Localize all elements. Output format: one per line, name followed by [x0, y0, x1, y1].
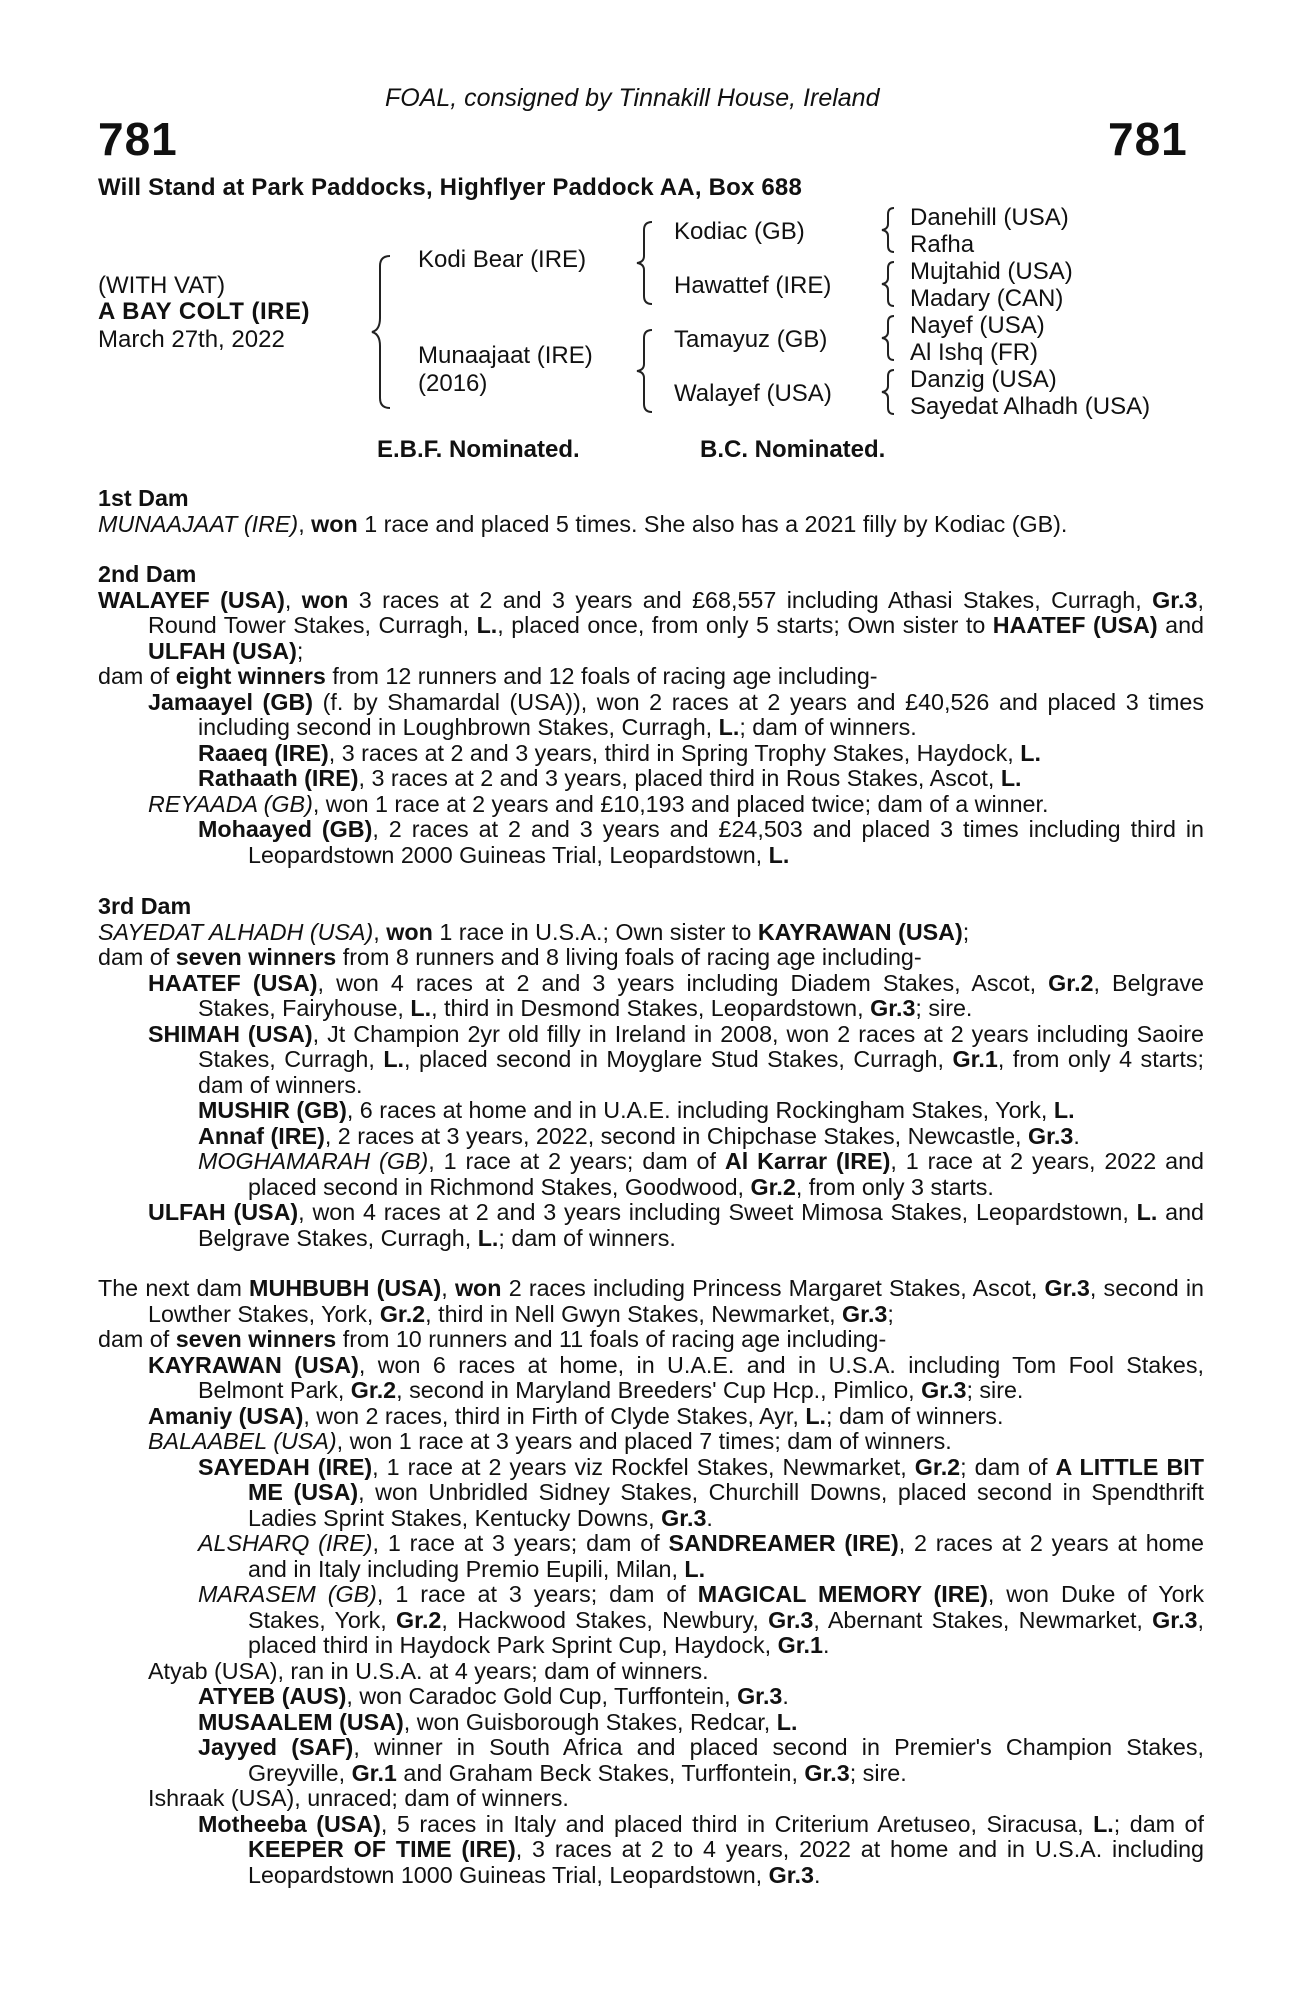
second-dam-produce-summary: dam of eight winners from 12 runners and 12 foals of racing age including-	[98, 663, 878, 689]
list-item: KAYRAWAN (USA), won 6 races at home, in U.A.E. and in U.S.A. including Tom Fool Stakes, Belmont Park, Gr.2, second in Maryland Breeders' Cup Hcp., Pimlico, Gr.3; sire.	[148, 1351, 1204, 1403]
pedigree-g1: Danehill (USA)	[910, 204, 1069, 231]
list-item: MUSAALEM (USA), won Guisborough Stakes, Redcar, L.	[198, 1708, 798, 1735]
horse-name: A BAY COLT (IRE)	[98, 298, 311, 325]
first-dam-section	[98, 486, 1204, 537]
pedigree-dam-dam: Walayef (USA)	[674, 380, 832, 407]
pedigree-g8: Sayedat Alhadh (USA)	[910, 393, 1151, 420]
pedigree-dam-year: (2016)	[418, 370, 488, 397]
first-dam-name: MUNAAJAAT (IRE)	[98, 510, 299, 537]
pedigree-g6: Al Ishq (FR)	[910, 339, 1039, 366]
next-dam-produce-summary: dam of seven winners from 10 runners and 11 foals of racing age including-	[98, 1326, 887, 1352]
pedigree-g5: Nayef (USA)	[910, 312, 1045, 339]
pedigree-brace-main	[368, 252, 398, 412]
pedigree-brace-dam	[632, 326, 662, 416]
list-item: REYAADA (GB), won 1 race at 2 years and £10,193 and placed twice; dam of a winner.	[148, 790, 1049, 817]
next-dam-section	[98, 1276, 1204, 1888]
pedigree-dam-sire: Tamayuz (GB)	[674, 326, 828, 353]
list-item: Annaf (IRE), 2 races at 3 years, 2022, second in Chipchase Stakes, Newcastle, Gr.3.	[198, 1122, 1080, 1149]
pedigree-sire-sire: Kodiac (GB)	[674, 218, 805, 245]
first-dam-entry: MUNAAJAAT (IRE), won 1 race and placed 5 times. She also has a 2021 filly by Kodiac (GB).	[98, 510, 1068, 537]
third-dam-section	[98, 894, 1204, 1251]
list-item: Raaeq (IRE), 3 races at 2 and 3 years, third in Spring Trophy Stakes, Haydock, L.	[198, 739, 1041, 766]
foaling-date: March 27th, 2022	[98, 326, 285, 353]
first-dam-heading: 1st Dam	[98, 485, 189, 511]
second-dam-entry: WALAYEF (USA), won 3 races at 2 and 3 years and £68,557 including Athasi Stakes, Curragh, Gr.3, Round Tower Stakes, Curragh, L., placed once, from only 5 starts; Own sister to HAATEF (USA) and ULFAH (USA);	[98, 586, 1204, 664]
list-item: ULFAH (USA), won 4 races at 2 and 3 years including Sweet Mimosa Stakes, Leopardstown, L. and Belgrave Stakes, Curragh, L.; dam of winners.	[148, 1199, 1205, 1251]
pedigree-sire: Kodi Bear (IRE)	[418, 246, 587, 273]
list-item: Amaniy (USA), won 2 races, third in Firth of Clyde Stakes, Ayr, L.; dam of winners.	[148, 1402, 1004, 1429]
list-item: ALSHARQ (IRE), 1 race at 3 years; dam of SANDREAMER (IRE), 2 races at 2 years at home and in Italy including Premio Eupili, Milan, L.	[198, 1530, 1205, 1582]
bc-nomination: B.C. Nominated.	[700, 436, 886, 463]
vat-note: (WITH VAT)	[98, 272, 226, 299]
third-dam-produce-summary: dam of seven winners from 8 runners and 8 living foals of racing age including-	[98, 944, 922, 970]
list-item: MARASEM (GB), 1 race at 3 years; dam of MAGICAL MEMORY (IRE), won Duke of York Stakes, York, Gr.2, Hackwood Stakes, Newbury, Gr.3, Abernant Stakes, Newmarket, Gr.3, placed third in Haydock Park Sprint Cup, Haydock, Gr.1.	[198, 1581, 1204, 1658]
second-dam-heading: 2nd Dam	[98, 561, 197, 587]
third-dam-heading: 3rd Dam	[98, 893, 192, 919]
list-item: Rathaath (IRE), 3 races at 2 and 3 years, placed third in Rous Stakes, Ascot, L.	[198, 765, 1022, 791]
pedigree-sire-dam: Hawattef (IRE)	[674, 272, 832, 299]
list-item: Ishraak (USA), unraced; dam of winners.	[148, 1785, 569, 1811]
consignment-line: FOAL, consigned by Tinnakill House, Ireland	[385, 84, 880, 112]
list-item: SHIMAH (USA), Jt Champion 2yr old filly in Ireland in 2008, won 2 races at 2 years including Saoire Stakes, Curragh, L., placed second in Moyglare Stud Stakes, Curragh, Gr.1, from only 4 starts; dam of winners.	[148, 1020, 1204, 1098]
pedigree-brace-g3	[876, 310, 900, 366]
second-dam-section	[98, 562, 1204, 868]
third-dam-entry: SAYEDAT ALHADH (USA), won 1 race in U.S.A.; Own sister to KAYRAWAN (USA);	[98, 918, 970, 945]
pedigree-g3: Mujtahid (USA)	[910, 258, 1073, 285]
pedigree-brace-sire	[632, 218, 662, 308]
pedigree-brace-g1	[876, 202, 900, 258]
list-item: Mohaayed (GB), 2 races at 2 and 3 years and £24,503 and placed 3 times including third in Leopardstown 2000 Guineas Trial, Leopardstown, L.	[198, 816, 1204, 868]
next-dam-entry: The next dam MUHBUBH (USA), won 2 races including Princess Margaret Stakes, Ascot, Gr.3, second in Lowther Stakes, York, Gr.2, third in Nell Gwyn Stakes, Newmarket, Gr.3;	[98, 1275, 1204, 1327]
pedigree-brace-g2	[876, 256, 900, 312]
list-item: ATYEB (AUS), won Caradoc Gold Cup, Turffontein, Gr.3.	[198, 1683, 789, 1709]
lot-number-left: 781	[98, 113, 178, 165]
pedigree-brace-g4	[876, 364, 900, 420]
list-item: Atyab (USA), ran in U.S.A. at 4 years; dam of winners.	[148, 1657, 709, 1684]
list-item: BALAABEL (USA), won 1 race at 3 years and placed 7 times; dam of winners.	[148, 1428, 952, 1454]
list-item: Jamaayel (GB) (f. by Shamardal (USA)), won 2 races at 2 years and £40,526 and placed 3 times including second in Loughbrown Stakes, Curragh, L.; dam of winners.	[148, 688, 1204, 740]
ebf-nomination: E.B.F. Nominated.	[377, 436, 580, 463]
list-item: SAYEDAH (IRE), 1 race at 2 years viz Rockfel Stakes, Newmarket, Gr.2; dam of A LITTLE BIT ME (USA), won Unbridled Sidney Stakes, Churchill Downs, placed second in Spendthrift Ladies Sprint Stakes, Kentucky Downs, Gr.3.	[198, 1453, 1204, 1531]
pedigree-g7: Danzig (USA)	[910, 366, 1057, 393]
list-item: Motheeba (USA), 5 races in Italy and placed third in Criterium Aretuseo, Siracusa, L.; dam of KEEPER OF TIME (IRE), 3 races at 2 to 4 years, 2022 at home and in U.S.A. including Leopardstown 1000 Guineas Trial, Leopardstown, Gr.3.	[198, 1810, 1204, 1888]
list-item: MUSHIR (GB), 6 races at home and in U.A.E. including Rockingham Stakes, York, L.	[198, 1097, 1075, 1123]
pedigree-g2: Rafha	[910, 231, 975, 258]
list-item: Jayyed (SAF), winner in South Africa and placed second in Premier's Champion Stakes, Greyville, Gr.1 and Graham Beck Stakes, Turffontein, Gr.3; sire.	[198, 1734, 1204, 1786]
list-item: MOGHAMARAH (GB), 1 race at 2 years; dam of Al Karrar (IRE), 1 race at 2 years, 2022 and placed second in Richmond Stakes, Goodwood, Gr.2, from only 3 starts.	[198, 1148, 1205, 1200]
pedigree-g4: Madary (CAN)	[910, 285, 1064, 312]
lot-number-right: 781	[1108, 113, 1188, 165]
list-item: HAATEF (USA), won 4 races at 2 and 3 years including Diadem Stakes, Ascot, Gr.2, Belgrave Stakes, Fairyhouse, L., third in Desmond Stakes, Leopardstown, Gr.3; sire.	[148, 969, 1205, 1021]
pedigree-dam: Munaajaat (IRE)	[418, 342, 593, 369]
stabling-location: Will Stand at Park Paddocks, Highflyer Paddock AA, Box 688	[98, 174, 803, 201]
